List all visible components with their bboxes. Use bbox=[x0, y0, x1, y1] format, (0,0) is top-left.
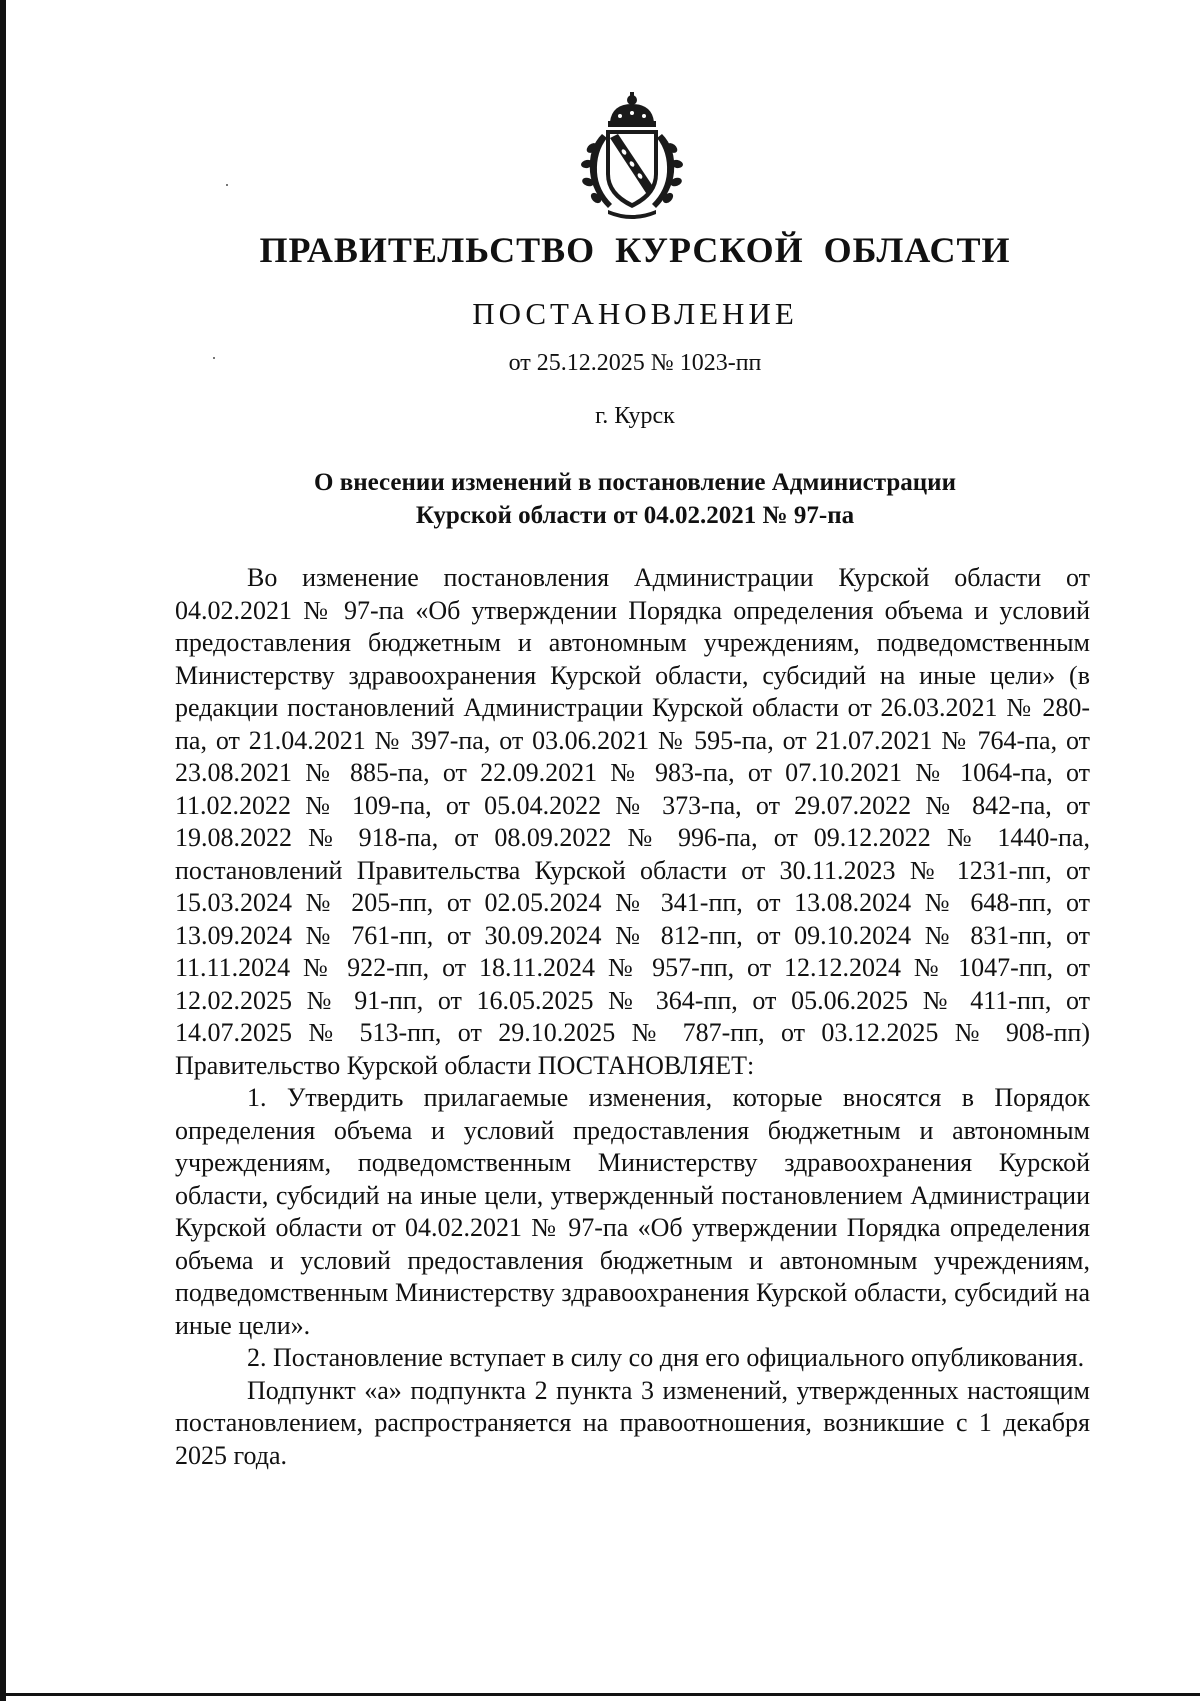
document-city: г. Курск bbox=[595, 403, 675, 429]
scan-speck bbox=[226, 184, 228, 186]
body-paragraph: 2. Постановление вступает в силу со дня его официального опубликования. bbox=[247, 1343, 1085, 1372]
document-body bbox=[175, 562, 1090, 1472]
scan-bottom-edge bbox=[0, 1693, 1200, 1696]
body-paragraph: 1. Утвердить прилагаемые изменения, которые вносятся в Порядок определения объема и условий предоставления бюджетным и автономным учреждениям, подведомственным Министерству здравоохранения Курской области, субсидий на иные цели, утвержденный постановлением Администрации Курской области от 04.02.2021 № 97-па «Об утверждении Порядка определения объема и условий предоставления бюджетным и автономным учреждениям, подведомственным Министерству здравоохранения Курской области, субсидий на иные цели». bbox=[175, 1083, 1090, 1340]
document-type: ПОСТАНОВЛЕНИЕ bbox=[472, 296, 798, 331]
document-subject bbox=[220, 466, 1050, 532]
organization-title: ПРАВИТЕЛЬСТВО КУРСКОЙ ОБЛАСТИ bbox=[259, 230, 1011, 270]
document-date-number: от 25.12.2025 № 1023-пп bbox=[508, 350, 762, 376]
kursk-coat-of-arms-icon bbox=[572, 92, 692, 222]
body-paragraph: Подпункт «а» подпункта 2 пункта 3 изменений, утвержденных настоящим постановлением, распространяется на правоотношения, возникшие с 1 декабря 2025 года. bbox=[175, 1375, 1090, 1470]
body-paragraph: Во изменение постановления Администрации Курской области от 04.02.2021 № 97-па «Об утверждении Порядка определения объема и условий предоставления бюджетным и автономным учреждениям, подведомственным Министерству здравоохранения Курской области, субсидий на иные цели» (в редакции постановлений Администрации Курской области от 26.03.2021 № 280-па, от 21.04.2021 № 397-па, от 03.06.2021 № 595-па, от 21.07.2021 № 764-па, от 23.08.2021 № 885-па, от 22.09.2021 № 983-па, от 07.10.2021 № 1064-па, от 11.02.2022 № 109-па, от 05.04.2022 № 373-па, от 29.07.2022 № 842-па, от 19.08.2022 № 918-па, от 08.09.2022 № 996-па, от 09.12.2022 № 1440-па, постановлений Правительства Курской области от 30.11.2023 № 1231-пп, от 15.03.2024 № 205-пп, от 02.05.2024 № 341-пп, от 13.08.2024 № 648-пп, от 13.09.2024 № 761-пп, от 30.09.2024 № 812-пп, от 09.10.2024 № 831-пп, от 11.11.2024 № 922-пп, от 18.11.2024 № 957-пп, от 12.12.2024 № 1047-пп, от 12.02.2025 № 91-пп, от 16.05.2025 № 364-пп, от 05.06.2025 № 411-пп, от 14.07.2025 № 513-пп, от 29.10.2025 № 787-пп, от 03.12.2025 № 908-пп) Правительство Курской области ПОСТАНОВЛЯЕТ: bbox=[175, 563, 1090, 1080]
subject-line: Курской области от 04.02.2021 № 97-па bbox=[415, 502, 855, 529]
subject-line: О внесении изменений в постановление Администрации bbox=[314, 469, 956, 496]
